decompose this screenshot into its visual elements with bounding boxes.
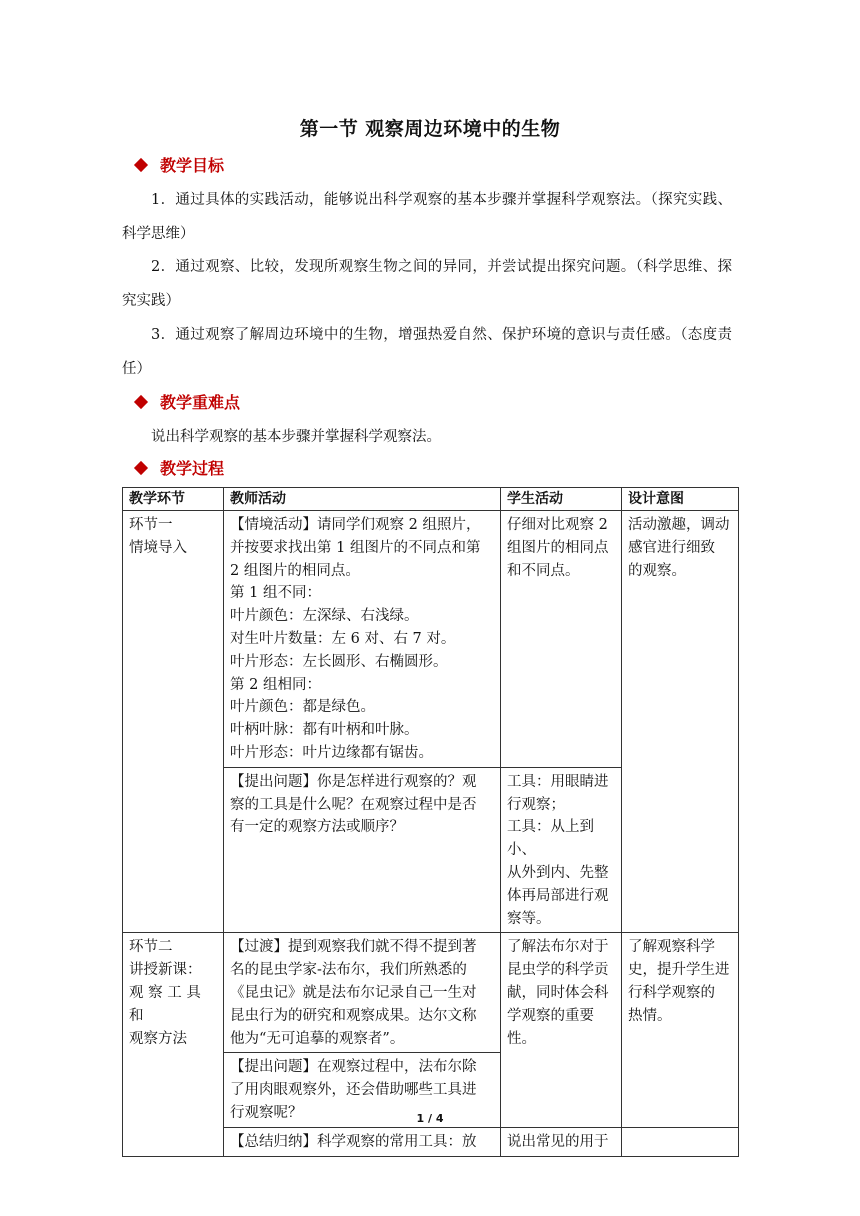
student-activity-cell <box>501 933 622 1127</box>
design-intent-cell <box>622 1127 739 1156</box>
student-activity-cell <box>501 767 622 933</box>
section-heading-process <box>135 458 224 480</box>
cell-line: 和不同点。 <box>507 562 580 579</box>
section-heading-key-points <box>135 392 240 414</box>
goal-item-2: 2．通过观察、比较，发现所观察生物之间的异同，并尝试提出探究问题。（科学思维、探究实践） <box>122 259 732 309</box>
cell-line: 昆虫行为的研究和观察成果。达尔文称 <box>230 1007 477 1024</box>
cell-line: 叶柄叶脉：都有叶柄和叶脉。 <box>230 722 419 739</box>
diamond-bullet-icon <box>134 461 148 475</box>
cell-line: 《昆虫记》就是法布尔记录自己一生对 <box>230 984 477 1001</box>
cell-line: 史，提升学生进 <box>628 962 730 979</box>
cell-line: 【提出问题】你是怎样进行观察的？观 <box>230 773 477 790</box>
cell-line: 的观察。 <box>628 562 686 579</box>
cell-line: 行科学观察的 <box>628 984 715 1001</box>
teacher-activity-cell <box>224 1127 501 1156</box>
cell-line: 名的昆虫学家-法布尔，我们所熟悉的 <box>230 962 467 979</box>
student-activity-cell <box>501 1127 622 1156</box>
page-title: 第一节 观察周边环境中的生物 <box>299 118 561 140</box>
cell-line: 说出常见的用于 <box>507 1133 609 1150</box>
cell-line: 2 组图片的相同点。 <box>230 562 360 579</box>
cell-line: 工具：从上到小、 <box>507 819 594 859</box>
page-number: 1 / 4 <box>416 1112 444 1125</box>
table-row <box>123 511 739 768</box>
cell-line: 并按要求找出第 1 组图片的不同点和第 <box>230 539 481 556</box>
teacher-activity-cell <box>224 767 501 933</box>
design-intent-cell <box>622 511 739 933</box>
cell-line: 察等。 <box>507 910 551 927</box>
cell-line: 讲授新课： <box>129 962 202 979</box>
table-header-cell: 学生活动 <box>501 488 622 511</box>
cell-line: 【提出问题】在观察过程中，法布尔除 <box>230 1059 477 1076</box>
table-row <box>123 933 739 1053</box>
cell-line: 【过渡】提到观察我们就不得不提到著 <box>230 939 477 956</box>
teacher-activity-cell <box>224 933 501 1053</box>
cell-line: 感官进行细致 <box>628 539 715 556</box>
cell-line: 仔细对比观察 2 <box>507 517 608 533</box>
cell-line: 有一定的观察方法或顺序？ <box>230 819 404 836</box>
table-header-row <box>123 488 739 511</box>
cell-line: 察的工具是什么呢？在观察过程中是否 <box>230 796 477 813</box>
section-heading-goals <box>135 155 224 177</box>
cell-line: 热情。 <box>628 1007 672 1024</box>
cell-line: 环节一 <box>129 517 173 533</box>
cell-line: 【总结归纳】科学观察的常用工具：放 <box>230 1133 477 1150</box>
diamond-bullet-icon <box>134 395 148 409</box>
cell-line: 昆虫学的科学贡 <box>507 962 609 979</box>
cell-line: 体再局部进行观 <box>507 887 609 904</box>
cell-line: 叶片颜色：左深绿、右浅绿。 <box>230 608 419 625</box>
cell-line: 观 察 工 具 和 <box>129 984 206 1024</box>
cell-line: 第 1 组不同： <box>230 585 321 602</box>
teacher-activity-cell <box>224 511 501 768</box>
cell-line: 第 2 组相同： <box>230 676 321 693</box>
cell-line: 组图片的相同点 <box>507 539 609 556</box>
goal-item-3: 3．通过观察了解周边环境中的生物，增强热爱自然、保护环境的意识与责任感。（态度责任） <box>122 327 732 377</box>
table-header-cell: 教师活动 <box>224 488 501 511</box>
table-header-cell: 设计意图 <box>622 488 739 511</box>
cell-line: 了解法布尔对于 <box>507 939 609 956</box>
cell-line: 性。 <box>507 1030 536 1047</box>
cell-line: 了用肉眼观察外，还会借助哪些工具进 <box>230 1082 477 1099</box>
section-heading-label: 教学重难点 <box>160 393 241 412</box>
cell-line: 叶片形态：叶片边缘都有锯齿。 <box>230 744 433 761</box>
key-points-text: 说出科学观察的基本步骤并掌握科学观察法。 <box>151 429 441 445</box>
stage-name-cell <box>123 511 224 933</box>
cell-line: 对生叶片数量：左 6 对、右 7 对。 <box>230 630 456 647</box>
design-intent-cell <box>622 933 739 1127</box>
section-heading-label: 教学过程 <box>160 459 225 478</box>
cell-line: 情境导入 <box>129 539 187 556</box>
table-header-cell: 教学环节 <box>123 488 224 511</box>
cell-line: 献，同时体会科 <box>507 984 609 1001</box>
cell-line: 工具：用眼睛进 <box>507 773 609 790</box>
cell-line: 观察方法 <box>129 1030 187 1047</box>
student-activity-cell <box>501 511 622 768</box>
section-heading-label: 教学目标 <box>160 156 225 175</box>
cell-line: 环节二 <box>129 939 173 956</box>
diamond-bullet-icon <box>134 158 148 172</box>
cell-line: 他为“无可追摹的观察者”。 <box>230 1030 405 1047</box>
cell-line: 学观察的重要 <box>507 1007 594 1024</box>
cell-line: 活动激趣，调动 <box>628 517 730 533</box>
goal-item-1: 1．通过具体的实践活动，能够说出科学观察的基本步骤并掌握科学观察法。（探究实践、科学思维） <box>122 192 732 242</box>
cell-line: 叶片颜色：都是绿色。 <box>230 699 375 716</box>
cell-line: 【情境活动】请同学们观察 2 组照片， <box>230 517 481 533</box>
teaching-process-table <box>122 487 739 1157</box>
cell-line: 行观察呢？ <box>230 1104 303 1121</box>
cell-line: 从外到内、先整 <box>507 864 609 881</box>
cell-line: 叶片形态：左长圆形、右椭圆形。 <box>230 653 448 670</box>
cell-line: 行观察； <box>507 796 565 813</box>
cell-line: 了解观察科学 <box>628 939 715 956</box>
